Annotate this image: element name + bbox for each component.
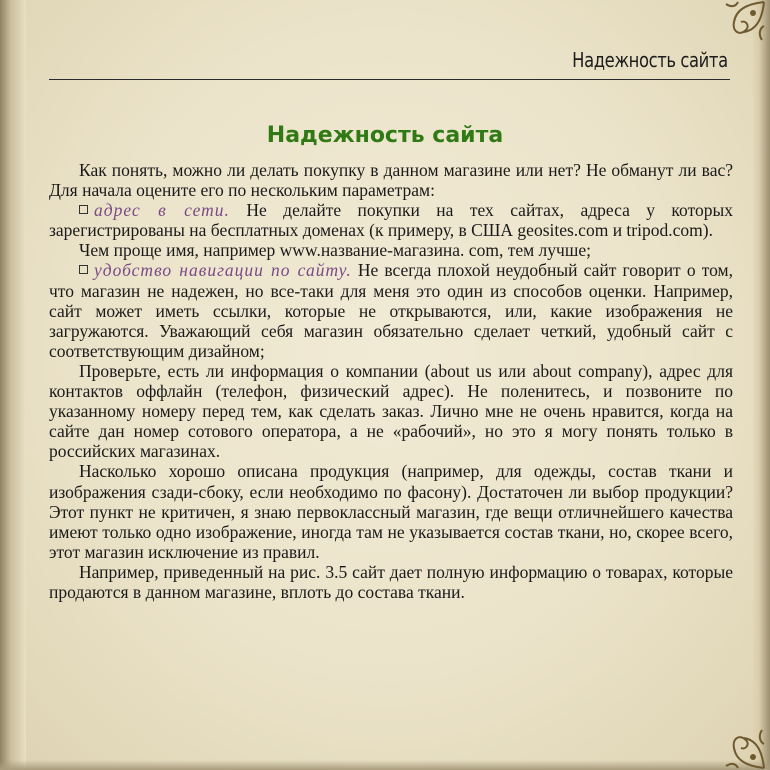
emphasis-term: адрес в сети. [94, 200, 230, 221]
ornament-corner-icon [706, 710, 766, 770]
bullet-paragraph [49, 200, 733, 240]
article-title: Надежность сайта [266, 123, 504, 148]
checkbox-bullet-icon [79, 265, 88, 274]
paragraph: Чем проще имя, например www.название-магазина. com, тем лучше; [79, 240, 591, 261]
paragraph: Проверьте, есть ли информация о компании (about us или about company), адрес для контактов оффлайн (телефон, физический адрес). Не поленитесь, и позвоните по указанному номеру перед тем, как сделать заказ. Лично мне не очень нравится, когда на сайте дан номер сотового оператора, а не «рабочий», но это я могу понять только в российских магазинах. [49, 360, 733, 462]
paragraph: Насколько хорошо описана продукция (например, для одежды, состав ткани и изображения сзади-сбоку, если необходимо по фасону). Достаточен ли выбор продукции? Этот пункт не критичен, я знаю первоклассный магазин, где вещи отличнейшего качества имеют только одно изображение, иногда там не указывается состав ткани, но, скорее всего, этот магазин исключение из правил. [49, 461, 733, 562]
paragraph: Как понять, можно ли делать покупку в данном магазине или нет? Не обманут ли вас? Для начала оцените его по нескольким параметрам: [49, 160, 733, 201]
paragraph: Например, приведенный на рис. 3.5 сайт дает полную информацию о товарах, которые продаются в данном магазине, вплоть до состава ткани. [49, 561, 733, 602]
checkbox-bullet-icon [79, 205, 88, 214]
page-edge-bottom [0, 760, 770, 770]
bullet-paragraph [49, 260, 733, 360]
article-body [49, 160, 733, 602]
running-header: Надежность сайта [572, 48, 728, 72]
paragraph-text: Не делайте покупки на тех сайтах, адреса у которых зарегистрированы на бесплатных доменах (к примеру, в США geosites.com и tripod.com). [49, 200, 733, 241]
page-edge-left [0, 0, 26, 770]
header-rule [49, 79, 730, 80]
emphasis-term: удобство навигации по сайту. [94, 260, 352, 281]
page-edge-right [752, 0, 770, 770]
paragraph-text: Не всегда плохой неудобный сайт говорит о том, что магазин не надежен, но все-таки для меня это один из способов оценки. Например, сайт может иметь ссылки, которые не открываются, или, какие изображения не загружаются. Уважающий себя магазин обязательно сделает четкий, удобный сайт с соответствующим дизайном; [49, 260, 733, 361]
